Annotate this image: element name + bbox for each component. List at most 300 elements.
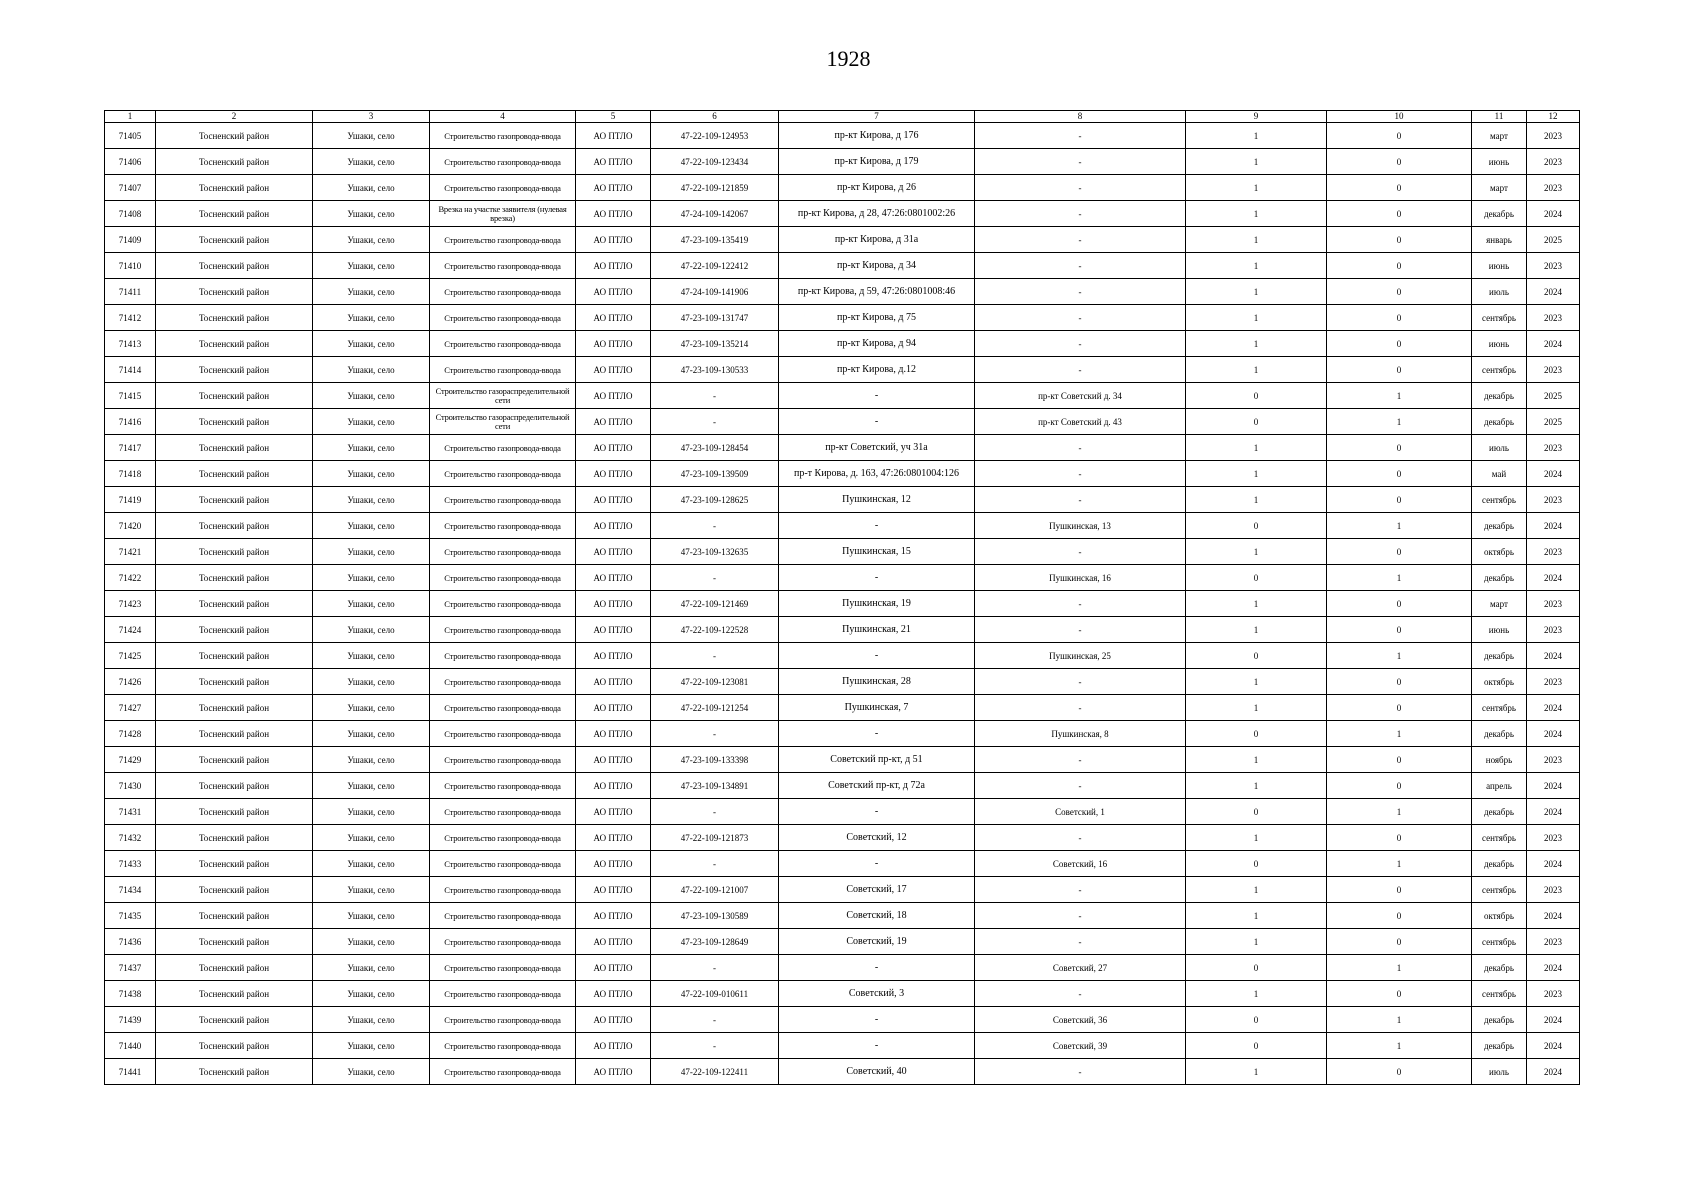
cell-district: Тосненский район [156,981,313,1007]
cell-id: 71424 [105,617,156,643]
cell-year: 2024 [1527,695,1580,721]
cell-organization: АО ПТЛО [576,617,651,643]
cell-settlement: Ушаки, село [313,617,430,643]
cell-count-networks: 0 [1327,435,1472,461]
cell-year: 2023 [1527,929,1580,955]
cell-settlement: Ушаки, село [313,799,430,825]
cell-settlement: Ушаки, село [313,565,430,591]
cell-application-number: - [651,513,779,539]
table-row [105,513,1580,539]
cell-network-address: пр-кт Советский д. 43 [975,409,1186,435]
cell-count-networks: 0 [1327,357,1472,383]
cell-address: Советский пр-кт, д 51 [779,747,975,773]
cell-count-inputs: 1 [1186,357,1327,383]
cell-year: 2024 [1527,1059,1580,1085]
column-header-7: 7 [779,111,975,123]
cell-year: 2024 [1527,201,1580,227]
cell-settlement: Ушаки, село [313,1007,430,1033]
column-header-12: 12 [1527,111,1580,123]
cell-id: 71418 [105,461,156,487]
cell-count-networks: 0 [1327,331,1472,357]
cell-network-address: - [975,175,1186,201]
cell-work-type: Врезка на участке заявителя (нулевая врезка) [430,201,576,227]
cell-network-address: - [975,227,1186,253]
cell-month: декабрь [1472,643,1527,669]
cell-application-number: 47-22-109-121873 [651,825,779,851]
cell-organization: АО ПТЛО [576,201,651,227]
cell-year: 2025 [1527,227,1580,253]
cell-application-number: 47-22-109-122528 [651,617,779,643]
table-row [105,773,1580,799]
cell-count-inputs: 1 [1186,305,1327,331]
table-row [105,227,1580,253]
cell-address: Пушкинская, 28 [779,669,975,695]
cell-month: июнь [1472,331,1527,357]
cell-district: Тосненский район [156,253,313,279]
table-row [105,253,1580,279]
cell-month: июль [1472,279,1527,305]
cell-id: 71434 [105,877,156,903]
cell-work-type: Строительство газопровода-ввода [430,981,576,1007]
cell-month: декабрь [1472,383,1527,409]
cell-month: январь [1472,227,1527,253]
cell-id: 71406 [105,149,156,175]
cell-organization: АО ПТЛО [576,591,651,617]
cell-month: декабрь [1472,851,1527,877]
cell-year: 2025 [1527,409,1580,435]
cell-count-inputs: 1 [1186,149,1327,175]
cell-count-inputs: 1 [1186,253,1327,279]
cell-count-inputs: 1 [1186,331,1327,357]
cell-organization: АО ПТЛО [576,903,651,929]
cell-count-inputs: 0 [1186,1033,1327,1059]
cell-settlement: Ушаки, село [313,305,430,331]
cell-address: Пушкинская, 19 [779,591,975,617]
cell-application-number: 47-24-109-141906 [651,279,779,305]
cell-district: Тосненский район [156,331,313,357]
cell-month: декабрь [1472,721,1527,747]
cell-work-type: Строительство газопровода-ввода [430,591,576,617]
cell-network-address: - [975,201,1186,227]
cell-month: сентябрь [1472,877,1527,903]
table-row [105,669,1580,695]
cell-district: Тосненский район [156,227,313,253]
cell-address: пр-кт Кирова, д 94 [779,331,975,357]
cell-count-inputs: 1 [1186,773,1327,799]
cell-count-inputs: 1 [1186,877,1327,903]
cell-id: 71411 [105,279,156,305]
cell-work-type: Строительство газопровода-ввода [430,331,576,357]
cell-id: 71421 [105,539,156,565]
cell-network-address: - [975,149,1186,175]
cell-year: 2023 [1527,357,1580,383]
cell-settlement: Ушаки, село [313,877,430,903]
cell-application-number: - [651,383,779,409]
cell-district: Тосненский район [156,435,313,461]
cell-id: 71422 [105,565,156,591]
cell-count-inputs: 0 [1186,851,1327,877]
cell-year: 2024 [1527,1033,1580,1059]
cell-count-networks: 0 [1327,253,1472,279]
cell-count-inputs: 1 [1186,747,1327,773]
cell-month: декабрь [1472,201,1527,227]
cell-count-inputs: 0 [1186,955,1327,981]
cell-address: - [779,851,975,877]
cell-month: март [1472,123,1527,149]
cell-settlement: Ушаки, село [313,409,430,435]
cell-application-number: 47-22-109-010611 [651,981,779,1007]
table-row [105,435,1580,461]
cell-settlement: Ушаки, село [313,955,430,981]
table-row [105,643,1580,669]
cell-id: 71430 [105,773,156,799]
cell-district: Тосненский район [156,513,313,539]
cell-network-address: - [975,331,1186,357]
cell-address: пр-кт Кирова, д 26 [779,175,975,201]
cell-work-type: Строительство газопровода-ввода [430,1033,576,1059]
cell-application-number: 47-23-109-132635 [651,539,779,565]
cell-count-networks: 0 [1327,981,1472,1007]
cell-address: пр-кт Кирова, д 34 [779,253,975,279]
cell-settlement: Ушаки, село [313,435,430,461]
cell-district: Тосненский район [156,617,313,643]
cell-address: Пушкинская, 21 [779,617,975,643]
cell-id: 71408 [105,201,156,227]
cell-settlement: Ушаки, село [313,1059,430,1085]
cell-address: - [779,513,975,539]
cell-year: 2023 [1527,669,1580,695]
cell-application-number: - [651,721,779,747]
cell-organization: АО ПТЛО [576,357,651,383]
cell-count-networks: 0 [1327,1059,1472,1085]
cell-application-number: 47-22-109-123434 [651,149,779,175]
cell-organization: АО ПТЛО [576,253,651,279]
cell-address: - [779,383,975,409]
cell-year: 2024 [1527,773,1580,799]
cell-count-networks: 0 [1327,175,1472,201]
cell-count-inputs: 0 [1186,513,1327,539]
cell-network-address: - [975,669,1186,695]
cell-year: 2024 [1527,851,1580,877]
cell-month: декабрь [1472,409,1527,435]
table-row [105,201,1580,227]
cell-year: 2023 [1527,617,1580,643]
cell-count-inputs: 1 [1186,461,1327,487]
cell-address: - [779,1007,975,1033]
cell-id: 71425 [105,643,156,669]
cell-id: 71415 [105,383,156,409]
cell-district: Тосненский район [156,1007,313,1033]
cell-count-inputs: 0 [1186,721,1327,747]
cell-id: 71433 [105,851,156,877]
cell-district: Тосненский район [156,539,313,565]
cell-district: Тосненский район [156,669,313,695]
cell-id: 71405 [105,123,156,149]
cell-organization: АО ПТЛО [576,851,651,877]
cell-work-type: Строительство газораспределительной сети [430,409,576,435]
cell-network-address: - [975,877,1186,903]
cell-id: 71427 [105,695,156,721]
cell-count-networks: 0 [1327,487,1472,513]
table-row [105,175,1580,201]
cell-id: 71419 [105,487,156,513]
cell-organization: АО ПТЛО [576,721,651,747]
cell-id: 71410 [105,253,156,279]
table-row [105,409,1580,435]
cell-work-type: Строительство газопровода-ввода [430,1007,576,1033]
cell-count-inputs: 1 [1186,695,1327,721]
cell-address: Советский пр-кт, д 72а [779,773,975,799]
cell-month: июль [1472,435,1527,461]
cell-work-type: Строительство газопровода-ввода [430,435,576,461]
table-row [105,591,1580,617]
cell-work-type: Строительство газопровода-ввода [430,747,576,773]
cell-year: 2023 [1527,747,1580,773]
cell-count-inputs: 0 [1186,409,1327,435]
cell-settlement: Ушаки, село [313,513,430,539]
table-row [105,487,1580,513]
cell-network-address: - [975,591,1186,617]
cell-year: 2023 [1527,591,1580,617]
cell-month: июль [1472,1059,1527,1085]
cell-year: 2024 [1527,799,1580,825]
cell-month: октябрь [1472,669,1527,695]
cell-count-networks: 1 [1327,383,1472,409]
table-row [105,617,1580,643]
cell-count-inputs: 1 [1186,539,1327,565]
cell-application-number: 47-23-109-130533 [651,357,779,383]
cell-settlement: Ушаки, село [313,773,430,799]
cell-id: 71441 [105,1059,156,1085]
cell-address: Пушкинская, 7 [779,695,975,721]
cell-settlement: Ушаки, село [313,123,430,149]
cell-address: Пушкинская, 15 [779,539,975,565]
cell-network-address: - [975,1059,1186,1085]
cell-count-inputs: 1 [1186,487,1327,513]
cell-month: сентябрь [1472,305,1527,331]
cell-district: Тосненский район [156,591,313,617]
cell-address: - [779,1033,975,1059]
cell-address: пр-кт Кирова, д 179 [779,149,975,175]
cell-network-address: Советский, 16 [975,851,1186,877]
cell-organization: АО ПТЛО [576,539,651,565]
cell-district: Тосненский район [156,877,313,903]
cell-network-address: - [975,253,1186,279]
cell-year: 2023 [1527,435,1580,461]
cell-count-networks: 0 [1327,669,1472,695]
cell-id: 71407 [105,175,156,201]
cell-year: 2023 [1527,877,1580,903]
cell-month: март [1472,175,1527,201]
cell-district: Тосненский район [156,903,313,929]
cell-address: Пушкинская, 12 [779,487,975,513]
cell-work-type: Строительство газораспределительной сети [430,383,576,409]
column-header-2: 2 [156,111,313,123]
cell-organization: АО ПТЛО [576,331,651,357]
cell-work-type: Строительство газопровода-ввода [430,305,576,331]
cell-year: 2023 [1527,123,1580,149]
cell-year: 2024 [1527,513,1580,539]
cell-count-networks: 0 [1327,929,1472,955]
cell-address: - [779,565,975,591]
cell-application-number: - [651,851,779,877]
cell-application-number: 47-22-109-121469 [651,591,779,617]
cell-district: Тосненский район [156,175,313,201]
cell-application-number: - [651,643,779,669]
cell-month: июнь [1472,617,1527,643]
cell-address: пр-т Кирова, д. 163, 47:26:0801004:126 [779,461,975,487]
cell-count-networks: 0 [1327,617,1472,643]
column-header-3: 3 [313,111,430,123]
cell-network-address: Пушкинская, 8 [975,721,1186,747]
cell-network-address: - [975,123,1186,149]
cell-network-address: - [975,747,1186,773]
cell-address: пр-кт Кирова, д 31а [779,227,975,253]
cell-year: 2024 [1527,1007,1580,1033]
cell-settlement: Ушаки, село [313,695,430,721]
cell-organization: АО ПТЛО [576,123,651,149]
cell-network-address: - [975,357,1186,383]
cell-application-number: 47-22-109-122411 [651,1059,779,1085]
cell-count-inputs: 1 [1186,669,1327,695]
cell-id: 71412 [105,305,156,331]
cell-application-number: 47-23-109-133398 [651,747,779,773]
cell-work-type: Строительство газопровода-ввода [430,799,576,825]
cell-address: - [779,799,975,825]
cell-year: 2024 [1527,279,1580,305]
cell-id: 71438 [105,981,156,1007]
cell-organization: АО ПТЛО [576,695,651,721]
cell-year: 2023 [1527,981,1580,1007]
cell-month: октябрь [1472,903,1527,929]
cell-organization: АО ПТЛО [576,305,651,331]
cell-count-networks: 0 [1327,305,1472,331]
cell-network-address: - [975,435,1186,461]
cell-address: Советский, 18 [779,903,975,929]
cell-network-address: - [975,695,1186,721]
cell-year: 2023 [1527,149,1580,175]
cell-application-number: - [651,409,779,435]
cell-settlement: Ушаки, село [313,201,430,227]
table-row [105,123,1580,149]
cell-id: 71431 [105,799,156,825]
cell-district: Тосненский район [156,461,313,487]
register-table [104,110,1580,1085]
cell-settlement: Ушаки, село [313,461,430,487]
cell-organization: АО ПТЛО [576,1007,651,1033]
cell-settlement: Ушаки, село [313,175,430,201]
cell-network-address: Советский, 1 [975,799,1186,825]
cell-application-number: 47-22-109-123081 [651,669,779,695]
cell-year: 2023 [1527,305,1580,331]
cell-application-number: 47-23-109-128625 [651,487,779,513]
cell-count-inputs: 1 [1186,1059,1327,1085]
cell-settlement: Ушаки, село [313,383,430,409]
cell-network-address: - [975,279,1186,305]
cell-month: декабрь [1472,513,1527,539]
cell-district: Тосненский район [156,1059,313,1085]
cell-network-address: - [975,305,1186,331]
cell-network-address: - [975,487,1186,513]
cell-month: сентябрь [1472,695,1527,721]
cell-count-networks: 0 [1327,461,1472,487]
cell-network-address: Советский, 39 [975,1033,1186,1059]
cell-application-number: 47-23-109-139509 [651,461,779,487]
cell-work-type: Строительство газопровода-ввода [430,669,576,695]
table-row [105,149,1580,175]
cell-id: 71435 [105,903,156,929]
cell-count-inputs: 1 [1186,435,1327,461]
cell-organization: АО ПТЛО [576,409,651,435]
cell-organization: АО ПТЛО [576,877,651,903]
cell-count-inputs: 1 [1186,591,1327,617]
cell-count-inputs: 0 [1186,1007,1327,1033]
cell-work-type: Строительство газопровода-ввода [430,253,576,279]
column-header-1: 1 [105,111,156,123]
cell-district: Тосненский район [156,305,313,331]
cell-count-networks: 0 [1327,149,1472,175]
cell-count-networks: 0 [1327,773,1472,799]
cell-month: декабрь [1472,799,1527,825]
cell-organization: АО ПТЛО [576,461,651,487]
cell-application-number: - [651,1007,779,1033]
cell-count-networks: 0 [1327,123,1472,149]
cell-network-address: - [975,903,1186,929]
column-header-5: 5 [576,111,651,123]
cell-month: сентябрь [1472,487,1527,513]
cell-district: Тосненский район [156,643,313,669]
cell-id: 71432 [105,825,156,851]
cell-district: Тосненский район [156,955,313,981]
cell-year: 2024 [1527,331,1580,357]
table-row [105,1033,1580,1059]
cell-id: 71423 [105,591,156,617]
cell-year: 2024 [1527,643,1580,669]
cell-organization: АО ПТЛО [576,435,651,461]
cell-month: ноябрь [1472,747,1527,773]
cell-address: Советский, 3 [779,981,975,1007]
table-row [105,851,1580,877]
cell-application-number: 47-23-109-135214 [651,331,779,357]
cell-application-number: 47-23-109-128454 [651,435,779,461]
column-header-11: 11 [1472,111,1527,123]
table-row [105,279,1580,305]
cell-id: 71413 [105,331,156,357]
cell-district: Тосненский район [156,409,313,435]
cell-application-number: 47-22-109-121254 [651,695,779,721]
cell-organization: АО ПТЛО [576,565,651,591]
cell-district: Тосненский район [156,773,313,799]
cell-network-address: Пушкинская, 25 [975,643,1186,669]
cell-year: 2023 [1527,487,1580,513]
cell-address: пр-кт Кирова, д 28, 47:26:0801002:26 [779,201,975,227]
cell-network-address: - [975,617,1186,643]
table-row [105,305,1580,331]
cell-work-type: Строительство газопровода-ввода [430,1059,576,1085]
column-header-8: 8 [975,111,1186,123]
cell-work-type: Строительство газопровода-ввода [430,513,576,539]
cell-id: 71440 [105,1033,156,1059]
cell-month: июнь [1472,253,1527,279]
cell-settlement: Ушаки, село [313,825,430,851]
cell-address: - [779,721,975,747]
cell-work-type: Строительство газопровода-ввода [430,539,576,565]
cell-settlement: Ушаки, село [313,851,430,877]
cell-count-networks: 1 [1327,851,1472,877]
cell-work-type: Строительство газопровода-ввода [430,721,576,747]
table-row [105,1059,1580,1085]
table-row [105,539,1580,565]
